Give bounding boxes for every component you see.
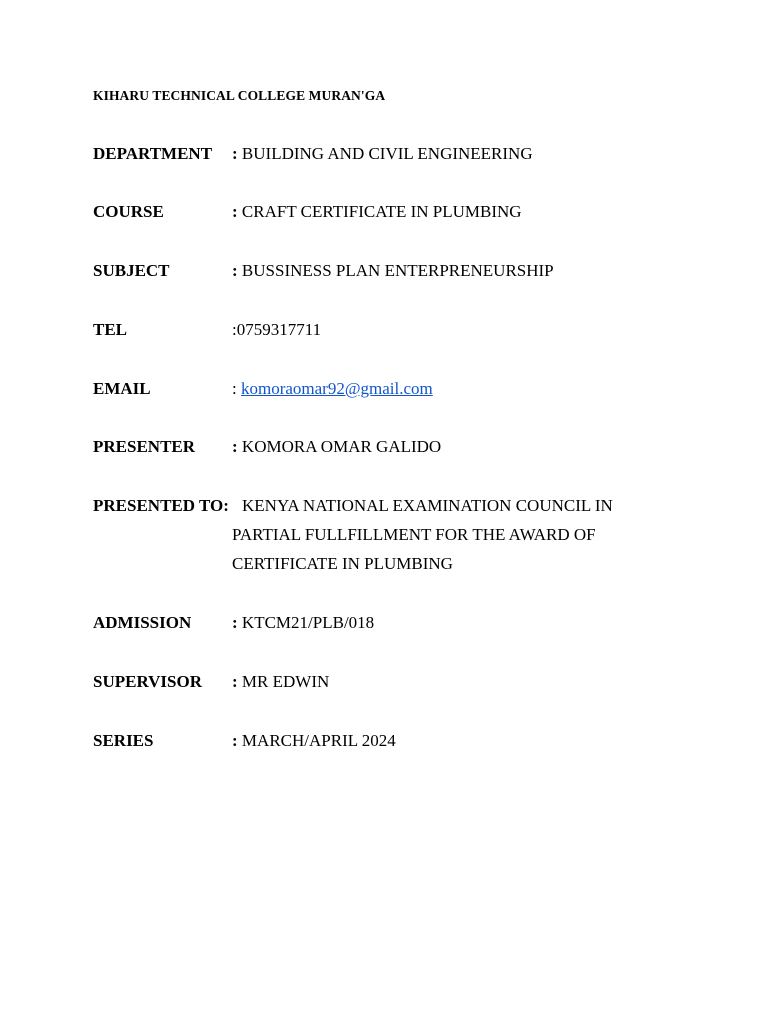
- series-colon: :: [232, 731, 242, 750]
- course-value-group: [232, 197, 522, 226]
- course-colon: :: [232, 202, 242, 221]
- admission-value: KTCM21/PLB/018: [241, 613, 375, 632]
- email-link[interactable]: komoraomar92@gmail.com: [240, 379, 433, 398]
- email-value-group: [232, 374, 433, 403]
- presenter-value-group: [232, 432, 441, 461]
- subject-value-group: [232, 256, 554, 285]
- subject-label: SUBJECT: [93, 261, 170, 280]
- presenter-colon: :: [232, 437, 242, 456]
- series-value-group: [232, 726, 396, 755]
- admission-value-group: [232, 608, 374, 637]
- presenter-label: PRESENTER: [93, 437, 196, 456]
- presented-to-line-1: KENYA NATIONAL EXAMINATION COUNCIL IN: [242, 496, 613, 515]
- tel-value: 0759317711: [236, 320, 322, 339]
- presented-to-line-3: CERTIFICATE IN PLUMBING: [232, 554, 453, 573]
- presented-to-line-2: PARTIAL FULLFILLMENT FOR THE AWARD OF: [232, 525, 596, 544]
- tel-value-group: [232, 315, 321, 344]
- subject-colon: :: [232, 261, 242, 280]
- subject-value: BUSSINESS PLAN ENTERPRENEURSHIP: [241, 261, 554, 280]
- supervisor-label: SUPERVISOR: [93, 672, 202, 691]
- supervisor-colon: :: [232, 672, 242, 691]
- series-value: MARCH/APRIL 2024: [241, 731, 396, 750]
- course-label: COURSE: [93, 202, 164, 221]
- email-label: EMAIL: [93, 379, 151, 398]
- email-colon: :: [232, 379, 241, 398]
- admission-colon: :: [232, 613, 242, 632]
- course-value: CRAFT CERTIFICATE IN PLUMBING: [241, 202, 522, 221]
- department-value-group: [232, 139, 533, 168]
- presented-to-value-group: [232, 491, 613, 578]
- supervisor-value-group: [232, 667, 329, 696]
- presented-to-label: PRESENTED TO:: [93, 496, 229, 515]
- presenter-value: KOMORA OMAR GALIDO: [241, 437, 442, 456]
- college-title: KIHARU TECHNICAL COLLEGE MURAN'GA: [93, 88, 386, 103]
- series-label: SERIES: [93, 731, 154, 750]
- tel-colon: :: [232, 320, 237, 339]
- department-label: DEPARTMENT: [93, 144, 213, 163]
- department-colon: :: [232, 144, 242, 163]
- presented-to-row: [93, 491, 713, 581]
- department-value: BUILDING AND CIVIL ENGINEERING: [241, 144, 533, 163]
- supervisor-value: MR EDWIN: [241, 672, 330, 691]
- admission-label: ADMISSION: [93, 613, 192, 632]
- tel-label: TEL: [93, 320, 128, 339]
